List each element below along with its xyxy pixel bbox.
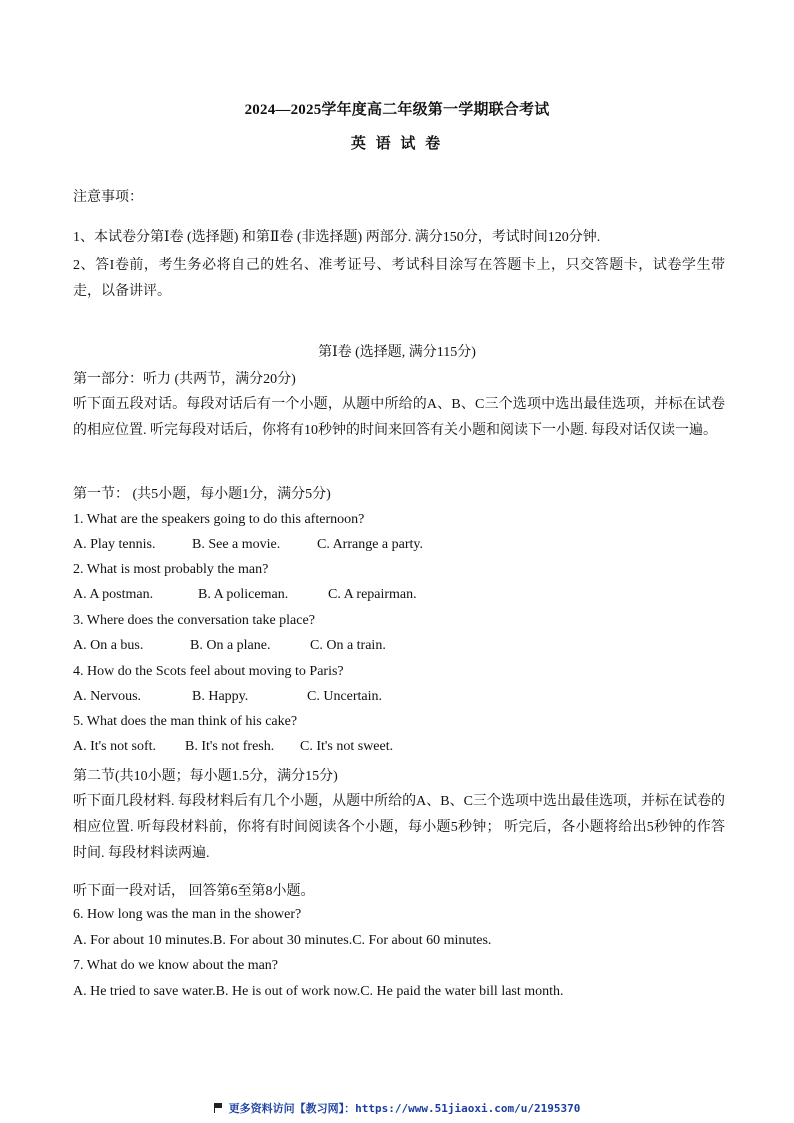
notes-item-1: 1、本试卷分第Ⅰ卷 (选择题) 和第Ⅱ卷 (非选择题) 两部分. 满分150分，考试时间120分钟. bbox=[73, 230, 601, 245]
option-c: C. It's not sweet. bbox=[300, 739, 394, 754]
question-6-options: A. For about 10 minutes.B. For about 30 minutes.C. For about 60 minutes. bbox=[73, 933, 492, 948]
option-a: A. It's not soft. bbox=[73, 739, 157, 754]
option-b: B. It's not fresh. bbox=[185, 739, 275, 754]
part1-heading: 第一部分：听力 (共两节，满分20分) bbox=[73, 372, 296, 387]
volume1-title: 第Ⅰ卷 (选择题, 满分115分) bbox=[318, 345, 476, 360]
option-a: A. Nervous. bbox=[73, 689, 142, 704]
dialog-instructions: 听下面一段对话， 回答第6至第8小题。 bbox=[73, 884, 315, 899]
question-7-options: A. He tried to save water.B. He is out of work now.C. He paid the water bill last month. bbox=[73, 984, 564, 999]
option-a: A. Play tennis. bbox=[73, 537, 156, 552]
question-2-options bbox=[73, 587, 725, 603]
option-c: C. A repairman. bbox=[328, 587, 417, 602]
question-3: 3. Where does the conversation take place? bbox=[73, 613, 315, 628]
footer-text: 更多资料访问【教习网】：https://www.51jiaoxi.com/u/2195370 bbox=[228, 1102, 581, 1115]
question-1: 1. What are the speakers going to do this afternoon? bbox=[73, 512, 365, 527]
question-5: 5. What does the man think of his cake? bbox=[73, 714, 298, 729]
option-b: B. See a movie. bbox=[192, 537, 281, 552]
option-c: C. On a train. bbox=[310, 638, 386, 653]
section2-instructions: 听下面几段材料. 每段材料后有几个小题，从题中所给的A、B、C三个选项中选出最佳选项，并标在试卷的相应位置. 听每段材料前，你将有时间阅读各个小题，每小题5秒钟； 听完后，各小题将给出5秒钟的作答时间. 每段材料读两遍. bbox=[73, 794, 725, 861]
notes-heading: 注意事项： bbox=[73, 190, 143, 205]
question-2: 2. What is most probably the man? bbox=[73, 562, 269, 577]
flag-icon bbox=[214, 1103, 223, 1113]
question-5-options bbox=[73, 739, 725, 755]
section2-heading: 第二节(共10小题；每小题1.5分，满分15分) bbox=[73, 769, 338, 784]
question-7: 7. What do we know about the man? bbox=[73, 958, 279, 973]
part1-instructions: 听下面五段对话。每段对话后有一个小题，从题中所给的A、B、C三个选项中选出最佳选项，并标在试卷的相应位置. 听完每段对话后，你将有10秒钟的时间来回答有关小题和阅读下一小题. 每段对话仅读一遍。 bbox=[73, 397, 725, 438]
notes-item-2: 2、答I卷前，考生务必将自己的姓名、准考证号、考试科目涂写在答题卡上，只交答题卡，试卷学生带走，以备讲评。 bbox=[73, 258, 725, 299]
exam-subtitle: 英 语 试 卷 bbox=[350, 136, 444, 152]
option-a: A. A postman. bbox=[73, 587, 154, 602]
exam-title: 2024—2025学年度高二年级第一学期联合考试 bbox=[244, 102, 550, 118]
option-a: A. On a bus. bbox=[73, 638, 144, 653]
question-6: 6. How long was the man in the shower? bbox=[73, 907, 302, 922]
question-4: 4. How do the Scots feel about moving to Paris? bbox=[73, 664, 344, 679]
footer-link[interactable] bbox=[0, 1100, 794, 1116]
question-3-options bbox=[73, 638, 725, 654]
question-4-options bbox=[73, 689, 725, 705]
question-1-options bbox=[73, 537, 725, 553]
option-c: C. Arrange a party. bbox=[317, 537, 423, 552]
option-b: B. Happy. bbox=[192, 689, 249, 704]
option-b: B. On a plane. bbox=[190, 638, 271, 653]
option-c: C. Uncertain. bbox=[307, 689, 383, 704]
section1-heading: 第一节： (共5小题，每小题1分，满分5分) bbox=[73, 487, 331, 502]
option-b: B. A policeman. bbox=[198, 587, 289, 602]
